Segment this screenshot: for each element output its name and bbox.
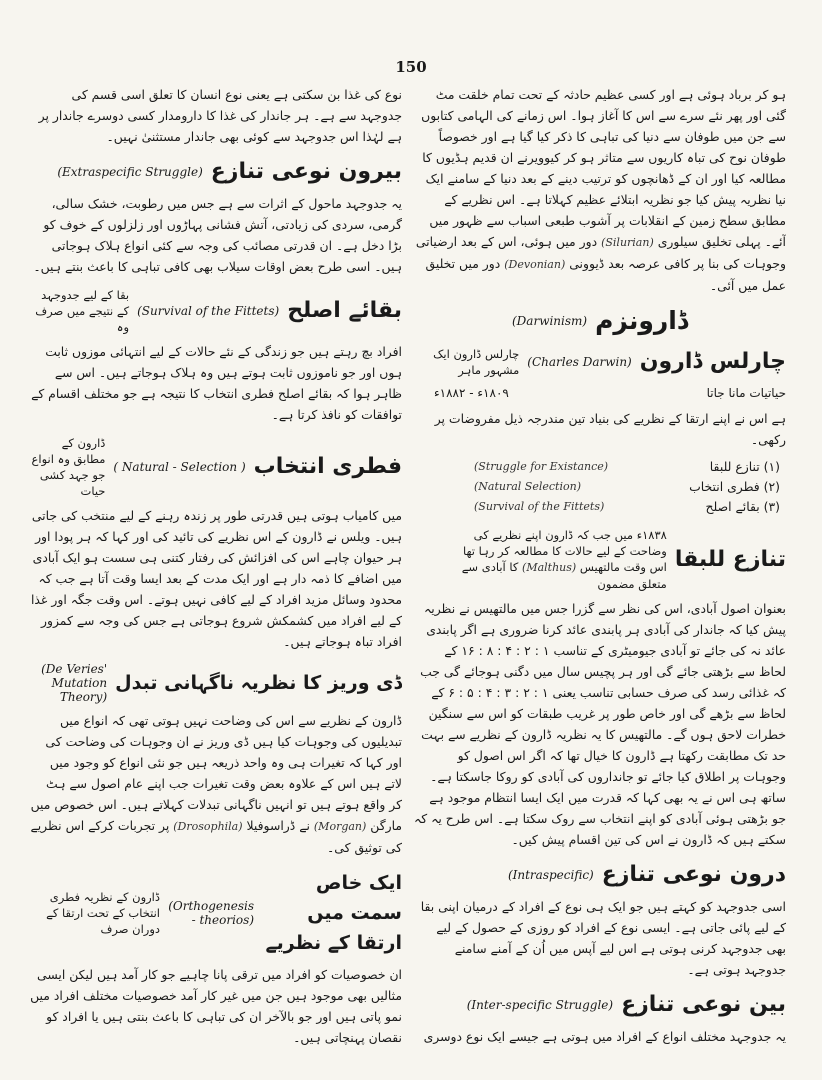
list-item: (۳) بقائے اصلح (Survival of the Fittets) <box>474 499 780 514</box>
survival-english: (Survival of the Fittets) <box>137 304 280 318</box>
theory-intro: ہے اس نے اپنے ارتقا کے نظریے کی بنیاد تین مندرجہ ذیل مفروضات پر رکھی۔ <box>434 411 786 447</box>
left-column <box>30 84 402 1056</box>
orthogenesis-english: (Orthogenesis - theorios) <box>168 899 254 927</box>
natural-selection-text: میں کامیاب ہوتی ہیں قدرتی طور پر زندہ رہنے کے لیے منتخب کی جاتی ہیں۔ ویلس نے ڈارون کے اس نظریے کی تائید کی اور کہا کہ ہر پودا اور ہر حیوان چاہے اس کی افزائش کی رفتار کتنی ہی سست ہو ایک آبادی میں اضافے کا ذمہ دار ہے اور ایک مدت کے بعد ایسا وقت آتا ہے جب کہ محدود وسائل مزید افراد کے لیے کافی نہیں ہوتے۔ اس وقت جگہ اور غذا کے لیے افراد میں کشمکش شروع ہوجاتی ہے جس کی وجہ سے کمزور افراد تباہ ہوجاتے ہیں۔ <box>30 508 402 649</box>
charles-darwin-english: (Charles Darwin) <box>527 355 632 369</box>
orthogenesis-text: ان خصوصیات کو افراد میں ترقی پانا چاہیے جو کار آمد ہیں لیکن ایسی مثالیں بھی موجود ہیں جن میں غیر کار آمد خصوصیات مختلف افراد میں نمو پاتی ہیں اور جو بالآخر ان کی تباہی کا باعث بنتی ہیں یا افراد کو نقصان پہنچاتی ہیں۔ <box>30 967 402 1045</box>
survival-note: بقا کے لیے جدوجہد کے نتیجے میں صرف وہ <box>35 288 130 334</box>
natural-selection-english: ( Natural - Selection ) <box>113 460 246 474</box>
right-intro: ہو کر برباد ہوئی ہے اور کسی عظیم حادثہ کے تحت تمام خلقت مٹ گئی اور پھر نئے سرے سے اس کا آغاز ہوا۔ اس زمانے کی الہامی کتابوں سے جن میں طوفان سے دنیا کی تباہی کا ذکر کیا گیا ہے اور خصوصاً طوفان نوح کی تباہ کاریوں سے متاثر ہو کر کیوویرنے ان قدیم ہڈیوں کا مطالعہ کیا اور ان کے ڈھانچوں کو ترتیب دینے کے بعد دنیا کے سامنے ایک نیا نظریہ پیش کیا جو نظریہ ابتلائے عظیم کہلاتا ہے۔ اس نظریے کے مطابق سطح زمین کے انقلابات پر آشوب طبعی اسباب سے ظہور میں آئے۔ پہلی تخلیق سیلوری (Silurian) دور میں ہوئی، اس کے بعد ارضیاتی وجوہات کی بنا پر کافی عرصہ بعد ڈیوونی (Devonian) دور میں تخلیق عمل میں آئی۔ <box>415 87 786 293</box>
natural-selection-heading <box>30 435 402 499</box>
survival-heading <box>30 287 402 335</box>
intraspecific-heading <box>414 860 786 890</box>
intraspecific-english: (Intraspecific) <box>507 868 594 882</box>
survival-title: بقائے اصلح <box>287 298 402 323</box>
natural-selection-title: فطری انتخاب <box>253 454 402 479</box>
devries-title: ڈی وریز کا نظریہ ناگہانی تبدل <box>115 672 402 694</box>
charles-darwin-role: حیاتیات مانا جاتا <box>706 386 786 400</box>
interspecific-title: بین نوعی تنازع <box>621 992 786 1017</box>
extraspecific-text: یہ جدوجہد ماحول کے اثرات سے ہے جس میں رطوبت، خشک سالی، گرمی، سردی کی زیادتی، آتش فشانی پہاڑوں اور زلزلوں کے خوف کو بڑا دخل ہے۔ ان قدرتی مصائب کی وجہ سے کئی انواع ہلاک ہوجاتی ہیں۔ اسی طرح بعض اوقات سیلاب بھی کافی تباہی کا باعث بنتے ہیں۔ <box>33 196 402 274</box>
orthogenesis-title: ایک خاص سمت میں ارتقا کے نظریے <box>265 872 402 954</box>
struggle-text: بعنوان اصول آبادی، اس کی نظر سے گزرا جس میں مالتھیس نے نظریہ پیش کیا کہ جاندار کی آبادی ہر پابندی عائد کرنا ضروری ہے اگر پابندی عائد نہ کی جائے تو آبادی جیومیٹری کے تناسب ۱ : ۲ : ۴ : ۸ : ۱۶ کے لحاظ سے بڑھتی جائے گی اور ہر پچیس سال میں دگنی ہوجائے گی جب کہ غذائی رسد کی صرف حسابی تناسب یعنی ۱ : ۲ : ۳ : ۴ : ۵ : ۶ کے لحاظ سے بڑھے گی اور خاص طور پر غریب طبقات کو اس سے سنگین خطرات لاحق ہوں گے۔ مالتھیس کا یہ نظریہ ڈارون کے نظریے سے بہت حد تک مطابقت رکھتا ہے ڈارون کا خیال تھا کہ اگر اس اصول کو وجوہات پر اطلاق کیا جائے تو جانداروں کی آبادی کو روکا جاسکتا ہے۔ ساتھ ہی اس نے یہ بھی کہا کہ قدرت میں ایک ایسا انتظام موجود ہے جو بڑھتی ہوئی آبادی کو اپنے انتخاب سے روک سکتا ہے۔ اس طرح یہ کہ سکتے ہیں کہ ڈارون نے اس کی تین اقسام پیش کیں۔ <box>414 601 786 847</box>
list-item: (۱) تنازع للبقا (Struggle for Existance) <box>474 459 780 474</box>
struggle-note: ۱۸۳۸ء میں جب کہ ڈارون اپنے نظریے کی وضاحت کے لیے حالات کا مطالعہ کر رہا تھا اس وقت مالتھیس (Malthus) کا آبادی سے متعلق مضمون <box>461 528 667 591</box>
interspecific-english: (Inter-specific Struggle) <box>466 998 614 1012</box>
struggle-title: تنازع للبقا <box>674 546 786 572</box>
devries-heading <box>30 662 402 704</box>
orthogenesis-note: ڈارون کے نظریہ فطری انتخاب کے تحت ارتقا کے دوران صرف <box>46 890 160 936</box>
right-column <box>414 84 786 1056</box>
interspecific-text: یہ جدوجہد مختلف انواع کے افراد میں ہوتی ہے جیسے ایک نوع دوسری <box>423 1029 786 1044</box>
page-number: 150 <box>395 58 427 76</box>
charles-darwin-note: چارلس ڈارون ایک مشہور ماہر <box>433 347 520 377</box>
charles-darwin-dates-row <box>414 384 786 402</box>
devries-text: ڈارون کے نظریے سے اس کی وضاحت نہیں ہوتی تھی کہ انواع میں تبدیلیوں کی وجوہات کیا ہیں ڈی وریز نے ان وجوہات کی وضاحت کی اور کہا کہ تغیرات ہی وہ واحد ذریعہ ہیں جو نئی انواع کو وجود میں لاتے ہیں اس کے علاوہ بعض وقت تغیرات جب اپنے عام اصول سے ہٹ کر واقع ہوتے ہیں تو انہیں ناگہانی تبدلات کہلاتے ہیں۔ اس خصوص میں مارگن (Morgan) نے ڈراسوفیلا (Drosophila) پر تجربات کرکے اس نظریے کی توثیق کی۔ <box>30 713 402 855</box>
interspecific-heading <box>414 990 786 1020</box>
intraspecific-title: درون نوعی تنازع <box>601 862 786 887</box>
charles-darwin-heading <box>414 346 786 378</box>
devries-english: (De Veries' Mutation Theory) <box>41 662 108 704</box>
extraspecific-title: بیرون نوعی تنازع <box>210 159 402 184</box>
charles-darwin-title: چارلس ڈارون <box>639 349 786 374</box>
darwinism-heading <box>414 306 786 336</box>
extraspecific-english: (Extraspecific Struggle) <box>57 165 203 179</box>
extraspecific-heading <box>30 157 402 187</box>
left-intro: نوع کی غذا بن سکتی ہے یعنی نوع انسان کا تعلق اسی قسم کی جدوجہد سے ہے۔ ہر جاندار کی غذا کا دارومدار کسی دوسرے جاندار پر ہے لہٰذا اس جدوجہد سے کوئی بھی جاندار مستثنیٰ نہیں۔ <box>38 87 402 144</box>
survival-text: افراد بچ رہتے ہیں جو زندگی کے نئے حالات کے لیے انتہائی موزوں ثابت ہوں اور جو ناموزوں ثابت ہوتے ہیں وہ ہلاک ہوجاتے ہیں۔ اس سے ظاہر ہوا کہ بقائے اصلح فطری انتخاب کا نتیجہ ہے جو مختلف اقسام کے توافقات کو نافذ کرتا ہے۔ <box>31 344 402 422</box>
darwinism-english: (Darwinism) <box>512 314 588 328</box>
natural-selection-note: ڈارون کے مطابق وہ انواع جو جہد کشی حیات <box>31 436 106 498</box>
postulates-list <box>414 457 786 517</box>
orthogenesis-heading <box>30 868 402 958</box>
intraspecific-text: اسی جدوجہد کو کہتے ہیں جو ایک ہی نوع کے افراد کے درمیان اپنی بقا کے لیے پائی جاتی ہے۔ ایسی نوع کے افراد کو روزی کے حصول کے لیے بھی جدوجہد کرنی ہوتی ہے اس لیے آپس میں اُن کے آمنے سامنے جدوجہد ہوتی ہے۔ <box>420 899 786 977</box>
charles-darwin-dates: ۱۸۰۹ء - ۱۸۸۲ء <box>434 386 509 400</box>
list-item: (۲) فطری انتخاب (Natural Selection) <box>474 479 780 494</box>
struggle-heading <box>414 527 786 592</box>
darwinism-title: ڈارونزم <box>595 306 688 335</box>
